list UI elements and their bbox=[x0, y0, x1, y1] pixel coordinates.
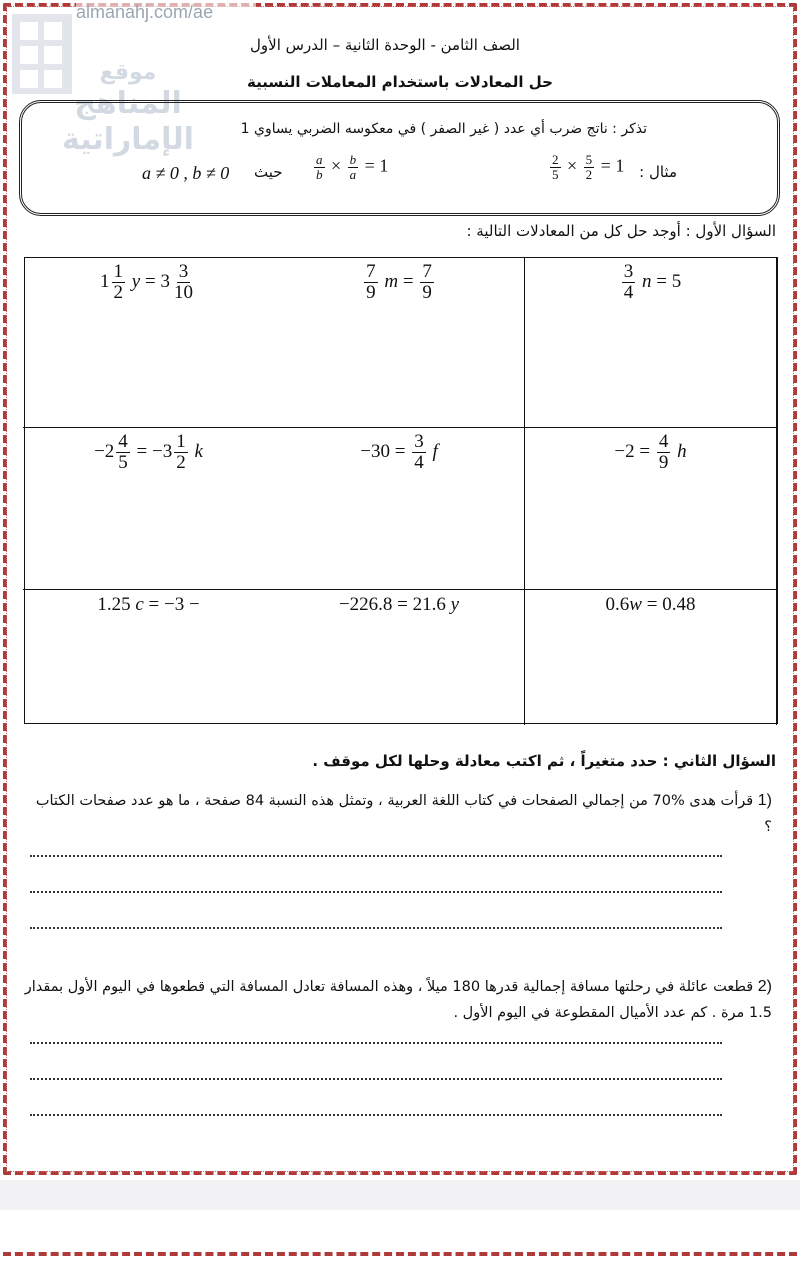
eq-4: −2 = $\frac{4}{9}$ h bbox=[614, 431, 687, 473]
watermark-url: almanahj.com/ae bbox=[76, 2, 256, 26]
nonzero-condition: a ≠ 0 , b ≠ 0 bbox=[142, 163, 230, 183]
example-label: مثال : bbox=[639, 163, 677, 181]
problem-text: قرأت هدى %70 من إجمالي الصفحات في كتاب اللغة العربية ، وتمثل هذه النسبة 84 صفحة ، ما هو عدد صفحات الكتاب ؟ bbox=[35, 793, 772, 835]
lesson-header: الصف الثامن - الوحدة الثانية – الدرس الأول bbox=[250, 36, 520, 54]
example-a-den: 5 bbox=[552, 166, 559, 182]
eq-8: −226.8 = 21.6 y bbox=[338, 594, 460, 615]
equations-grid bbox=[24, 257, 778, 724]
example-a-num: 2 bbox=[552, 152, 559, 167]
example-b-num: 5 bbox=[585, 152, 593, 167]
eq-7: 0.6w = 0.48 bbox=[605, 594, 696, 615]
example-math: $\frac{2}{5}$ × $\frac{5}{2}$ = 1 bbox=[552, 152, 625, 182]
rule-result: 1 bbox=[379, 155, 389, 176]
equation-cell[interactable] bbox=[525, 590, 777, 725]
question1-title: السؤال الأول : أوجد حل كل من المعادلات التالية : bbox=[466, 222, 776, 240]
reminder-text: تذكر : ناتج ضرب أي عدد ( غير الصفر ) في معكوسه الضربي يساوي 1 bbox=[240, 121, 647, 137]
example-b-den: 2 bbox=[585, 166, 593, 182]
equation-cell[interactable] bbox=[23, 428, 274, 590]
word-problem-1 bbox=[24, 788, 772, 840]
next-page-border bbox=[3, 1252, 797, 1280]
answer-line[interactable] bbox=[30, 855, 722, 857]
question2-title: السؤال الثاني : حدد متغيراً ، ثم اكتب معادلة وحلها لكل موقف . bbox=[312, 752, 776, 770]
eq-6: −2 $\frac{4}{5}$ = −3 $\frac{1}{2}$ k bbox=[94, 431, 203, 473]
page-gap bbox=[0, 1180, 800, 1210]
problem-text: قطعت عائلة في رحلتها مسافة إجمالية قدرها 180 ميلاً ، وهذه المسافة تعادل المسافة التي قطعوها في اليوم الأول بمقدار 1.5 مرة . كم عدد الأميال المقطوعة في اليوم الأول . bbox=[24, 979, 772, 1021]
eq-1: $\frac{3}{4}$ n = 5 bbox=[623, 261, 682, 303]
equation-cell[interactable] bbox=[23, 590, 274, 725]
problem-number: (1 bbox=[757, 792, 772, 809]
answer-line[interactable] bbox=[30, 1114, 722, 1116]
rule-b-den: b bbox=[316, 166, 323, 182]
equation-cell[interactable] bbox=[525, 428, 777, 590]
page-title: حل المعادلات باستخدام المعاملات النسبية bbox=[247, 73, 553, 91]
rule-a-num: a bbox=[316, 152, 323, 167]
equation-cell[interactable] bbox=[525, 258, 777, 428]
where-label: حيث bbox=[254, 163, 283, 181]
answer-line[interactable] bbox=[30, 1078, 722, 1080]
answer-line[interactable] bbox=[30, 1042, 722, 1044]
answer-line[interactable] bbox=[30, 927, 722, 929]
eq-2: $\frac{7}{9}$ m = $\frac{7}{9}$ bbox=[366, 261, 432, 303]
reminder-box bbox=[19, 100, 780, 216]
general-rule-math: $\frac{a}{b}$ × $\frac{b}{a}$ = 1 bbox=[316, 152, 389, 182]
equation-cell[interactable] bbox=[274, 590, 525, 725]
equation-cell[interactable] bbox=[274, 428, 525, 590]
problem-number: (2 bbox=[757, 978, 772, 995]
equation-cell[interactable] bbox=[274, 258, 525, 428]
equation-cell[interactable] bbox=[23, 258, 274, 428]
rule-a-den: a bbox=[349, 166, 357, 182]
watermark-brand-line1: موقع bbox=[99, 60, 157, 85]
watermark-brand-line2: المناهج الإماراتية bbox=[62, 86, 194, 157]
eq-3: 1 $\frac{1}{2}$ y = 3 $\frac{3}{10}$ bbox=[100, 261, 193, 303]
example-result: 1 bbox=[615, 155, 625, 176]
word-problem-2 bbox=[24, 974, 772, 1026]
answer-line[interactable] bbox=[30, 891, 722, 893]
eq-9: 1.25 c = −3 − bbox=[97, 594, 200, 615]
rule-b-num: b bbox=[349, 152, 357, 167]
eq-5: −30 = $\frac{3}{4}$ f bbox=[360, 431, 438, 473]
